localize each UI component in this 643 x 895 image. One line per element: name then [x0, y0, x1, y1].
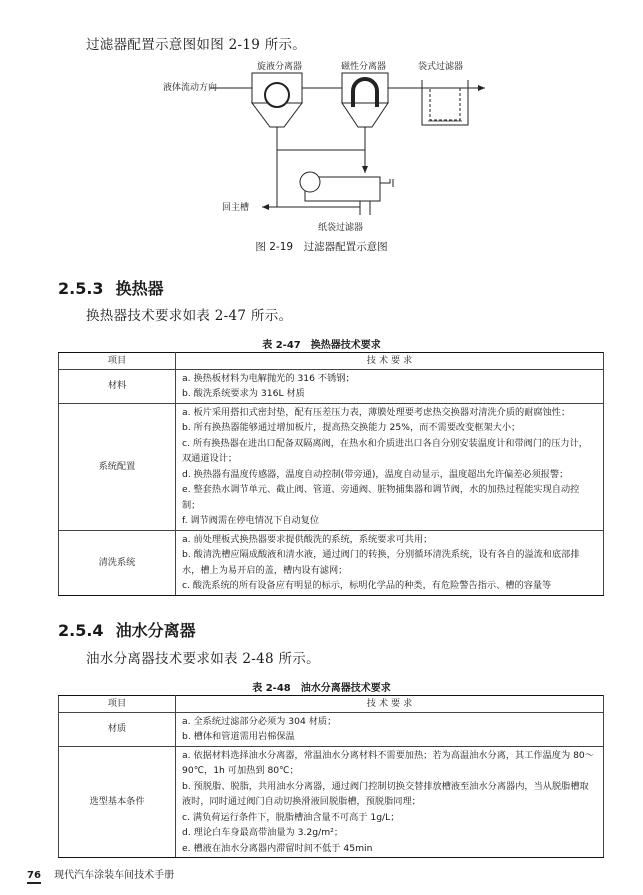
- intro-text: 过滤器配置示意图如图 2-19 所示。: [86, 37, 307, 53]
- table-248: [58, 695, 604, 858]
- magnetic-separator-label: 磁性分离器: [341, 62, 387, 72]
- requirement-line: d. 理论白车身最高带油量为 3.2g/m²；: [182, 827, 344, 838]
- paper-bag-filter-label: 纸袋过滤器: [318, 223, 364, 233]
- magnetic-separator-shape: [342, 73, 388, 150]
- row-requirements: [176, 530, 604, 595]
- requirement-line: c. 所有换热器在进出口配备双隔离阀，在热水和介质进出口各自分别安装温度计和带阀门的压力计，双通道设计；: [182, 437, 588, 464]
- requirement-line: b. 所有换热器能够通过增加板片，提高热交换能力 25%，而不需要改变框架大小；: [182, 422, 521, 433]
- return-tank-label: 回主槽: [222, 203, 250, 213]
- row-label: 材质: [59, 712, 176, 746]
- row-label: 清洗系统: [59, 530, 176, 595]
- table-header-item: 项目: [59, 696, 176, 713]
- page-number: 76: [27, 870, 41, 884]
- bag-filter-shape: [422, 80, 468, 125]
- cyclone-separator-label: 旋液分离器: [257, 62, 303, 72]
- requirement-line: a. 前处理板式换热器要求提供酸洗的系统，系统要求可共用；: [182, 533, 433, 545]
- flow-direction-label: 液体流动方向: [163, 83, 218, 93]
- section-heading-253: [58, 276, 164, 299]
- table-header-requirements: 技 术 要 求: [176, 696, 604, 713]
- requirement-line: d. 换热器有温度传感器，温度自动控制(带旁通)，温度自动显示，温度超出允许偏差必须报警；: [182, 468, 569, 480]
- section-number: 2.5.3: [58, 279, 104, 298]
- requirement-line: c. 满负荷运行条件下，脱脂槽油含量不可高于 1g/L；: [182, 811, 400, 823]
- row-requirements: [176, 369, 604, 403]
- requirement-line: f. 调节阀需在停电情况下自动复位: [182, 515, 320, 526]
- cyclone-separator-shape: [252, 73, 302, 150]
- paper-bag-filter-shape: [300, 172, 393, 215]
- figure-caption: 图 2-19 过滤器配置示意图: [255, 241, 388, 253]
- section-heading-254: [58, 618, 196, 641]
- row-label: 系统配置: [59, 403, 176, 530]
- table-header-item: 项目: [59, 353, 176, 370]
- table-header-requirements: 技 术 要 求: [176, 353, 604, 370]
- table-caption-247: 表 2-47 换热器技术要求: [262, 340, 381, 351]
- bag-filter-label: 袋式过滤器: [418, 62, 464, 72]
- requirement-line: a. 板片采用搭扣式密封垫，配有压差压力表，薄膜处理要考虑热交换器对清洗介质的耐腐蚀性；: [182, 406, 571, 418]
- requirement-line: e. 槽液在油水分离器内滞留时间不低于 45min: [182, 842, 373, 854]
- requirement-line: b. 预脱脂、脱脂，共用油水分离器，通过阀门控制切换交替排放槽液至油水分离器内，当从脱脂槽取液时，同时通过阀门自动切换滑液回脱脂槽，预脱脂同理；: [182, 780, 589, 807]
- row-requirements: [176, 746, 604, 858]
- row-label: 选型基本条件: [59, 746, 176, 858]
- requirement-line: c. 酸洗系统的所有设备应有明显的标示，标明化学品的种类，有危险警告指示、槽的容量等: [182, 580, 552, 591]
- section-intro-254: 油水分离器技术要求如表 2-48 所示。: [86, 651, 320, 667]
- table-caption-248: 表 2-48 油水分离器技术要求: [252, 683, 391, 694]
- row-requirements: [176, 712, 604, 746]
- row-requirements: [176, 403, 604, 530]
- section-title: 油水分离器: [115, 621, 196, 640]
- section-intro-253: 换热器技术要求如表 2-47 所示。: [86, 308, 293, 324]
- requirement-line: b. 槽体和管道需用岩棉保温: [182, 731, 295, 742]
- table-row: [59, 746, 604, 858]
- requirement-line: a. 依据材料选择油水分离器，常温油水分离材料不需要加热；若为高温油水分离，其工作温度为 80～90℃，1h 可加热到 80℃；: [182, 749, 594, 776]
- requirement-line: b. 酸清洗槽应隔成酸液和清水液，通过阀门的转换，分别循环清洗系统，设有各自的溢流和底部排水，槽上为易开启的盖，槽内设有滤网；: [182, 549, 580, 576]
- table-row: [59, 712, 604, 746]
- requirement-line: a. 全系统过滤部分必须为 304 材质；: [182, 715, 337, 727]
- table-row: [59, 369, 604, 403]
- requirement-line: b. 酸洗系统要求为 316L 材质: [182, 388, 305, 399]
- section-title: 换热器: [115, 279, 164, 298]
- page-footer: [27, 866, 174, 881]
- requirement-line: a. 换热板材料为电解抛光的 316 不锈钢；: [182, 372, 355, 384]
- section-number: 2.5.4: [58, 621, 104, 640]
- table-row: [59, 530, 604, 595]
- requirement-line: e. 整套热水调节单元、截止阀、管道、旁通阀、脏物捕集器和调节阀，水的加热过程能实现自动控制；: [182, 484, 580, 511]
- table-247: [58, 352, 604, 596]
- book-title: 现代汽车涂装车间技术手册: [54, 870, 175, 881]
- table-row: [59, 403, 604, 530]
- row-label: 材料: [59, 369, 176, 403]
